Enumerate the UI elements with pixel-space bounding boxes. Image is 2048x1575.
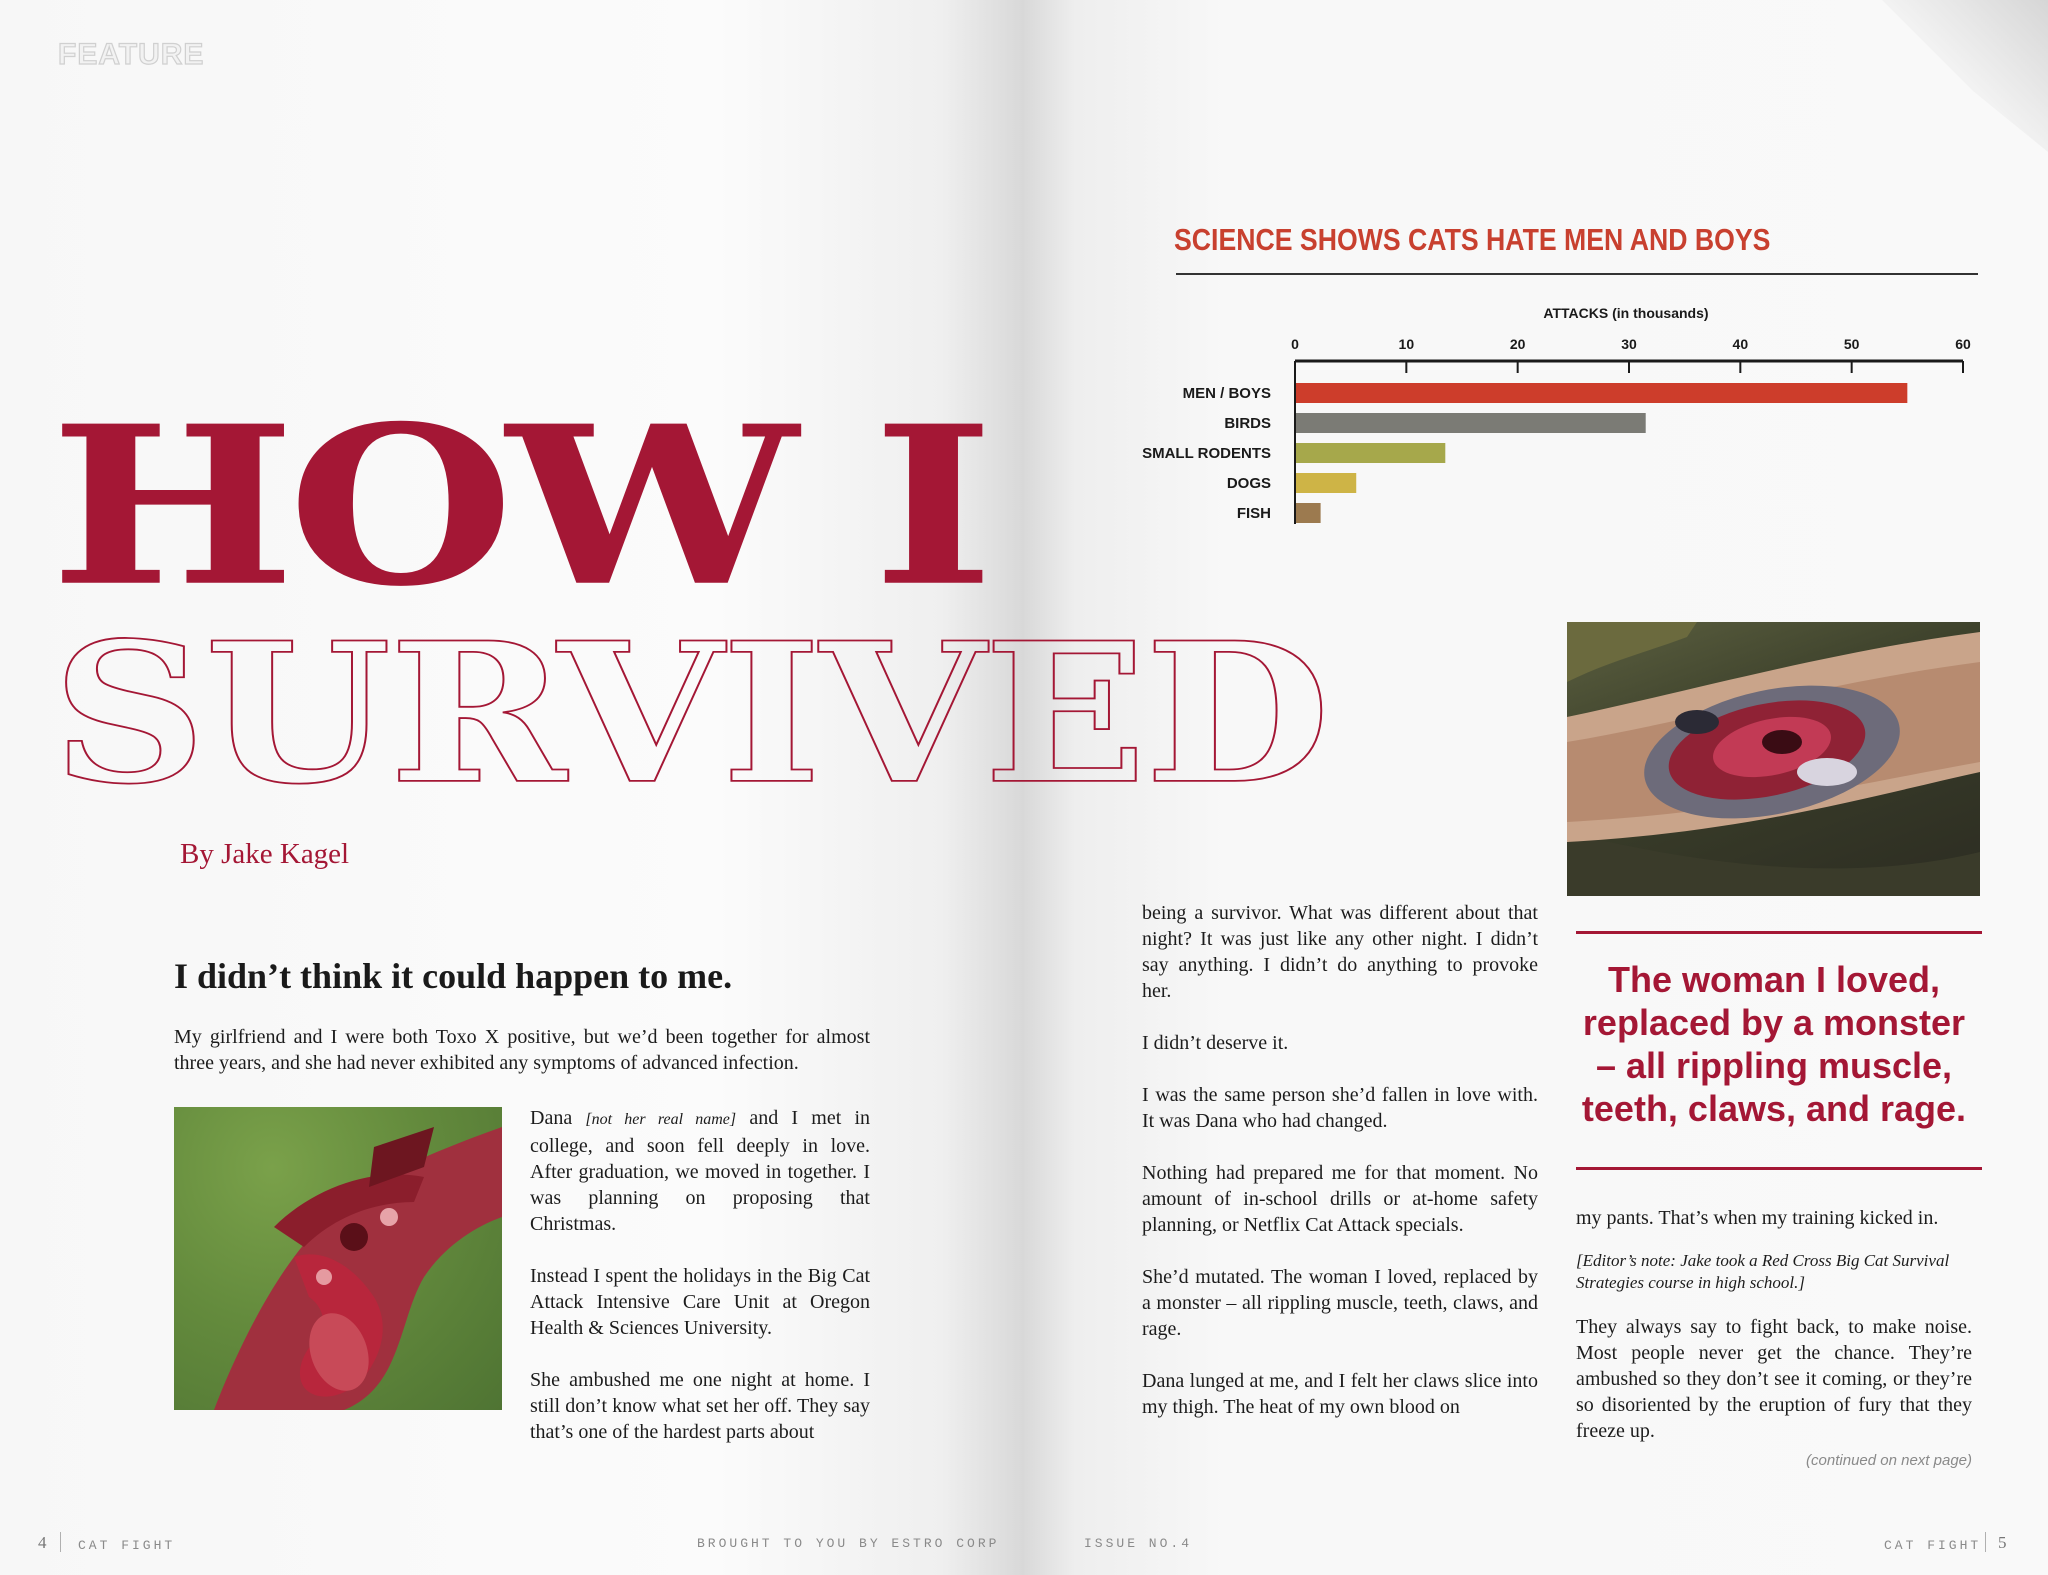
chart-x-axis-label: ATTACKS (in thousands): [1543, 305, 1709, 321]
pull-quote-top-rule: [1576, 931, 1982, 934]
bar-dogs: [1296, 473, 1356, 493]
continued-note: (continued on next page): [1806, 1452, 1972, 1469]
x-tick-label: 0: [1291, 336, 1299, 352]
section-label: FEATURE: [58, 38, 205, 71]
column-paragraph: I was the same person she’d fallen in love with. It was Dana who had changed.: [1142, 1084, 1538, 1132]
clawed-arm-photo: [1567, 622, 1980, 896]
bar-fish: [1296, 503, 1321, 523]
x-tick-label: 10: [1398, 336, 1415, 352]
column-paragraph: Dana lunged at me, and I felt her claws slice into my thigh. The heat of my own blood on: [1142, 1370, 1538, 1418]
pull-quote-bottom-rule: [1576, 1167, 1982, 1170]
bar-birds: [1296, 413, 1646, 433]
x-tick-label: 60: [1955, 336, 1971, 352]
paragraph-rest: and I met in college, and soon fell deeply in love. After graduation, we moved in together. I was planning on proposing that Christmas.: [530, 1107, 871, 1235]
left-footer-magazine: CAT FIGHT: [78, 1538, 176, 1553]
pull-quote: The woman I loved, replaced by a monster – all rippling muscle, teeth, claws, and rage.: [1581, 959, 1967, 1129]
right-footer-magazine: CAT FIGHT: [1884, 1538, 1982, 1553]
column-paragraph: being a survivor. What was different about that night? It was just like any other night. I didn’t say anything. I didn’t do anything to provoke her.: [1142, 902, 1538, 1002]
category-label: DOGS: [1226, 475, 1271, 492]
x-tick-label: 20: [1509, 336, 1526, 352]
headline-line-2: SURVIVED: [52, 600, 1329, 827]
right-page-number: 5: [1998, 1533, 2007, 1552]
category-label: FISH: [1236, 505, 1271, 522]
column-paragraph: [530, 1105, 870, 1237]
column-paragraph: She’d mutated. The woman I loved, replaced by a monster – all rippling muscle, teeth, claws, and rage.: [1142, 1266, 1538, 1340]
bar-small-rodents: [1296, 443, 1445, 463]
category-label: BIRDS: [1224, 415, 1271, 432]
footer-divider: [1985, 1532, 1986, 1552]
column-paragraph: Instead I spent the holidays in the Big Cat Attack Intensive Care Unit at Oregon Health & Sciences University.: [530, 1265, 870, 1339]
footer-sponsor: BROUGHT TO YOU BY ESTRO CORP: [697, 1536, 1000, 1551]
bar-men-boys: [1296, 383, 1907, 403]
right-column-paragraph-1: my pants. That’s when my training kicked in.: [1576, 1207, 1939, 1229]
category-label: MEN / BOYS: [1182, 385, 1271, 402]
column-paragraph: She ambushed me one night at home. I still don’t know what set her off. They say that’s one of the hardest parts about: [530, 1369, 870, 1443]
right-column-paragraph-2: They always say to fight back, to make noise. Most people never get the chance. They’re ambushed so they don’t see it coming, or they’re so disoriented by the eruption of fury that they freeze up.: [1576, 1316, 1972, 1442]
footer-divider: [60, 1532, 61, 1552]
attacks-bar-chart: [1130, 300, 1990, 540]
injured-hand-photo: [174, 1107, 502, 1410]
left-page-column-2: [530, 1105, 870, 1471]
x-tick-label: 30: [1621, 336, 1637, 352]
x-tick-label: 40: [1732, 336, 1749, 352]
column-paragraph: Nothing had prepared me for that moment. No amount of in-school drills or at-home safety planning, or Netflix Cat Attack specials.: [1142, 1162, 1538, 1236]
intro-paragraph: My girlfriend and I were both Toxo X positive, but we’d been together for almost three years, and she had never exhibited any symptoms of advanced infection.: [174, 1026, 870, 1074]
lead-heading: I didn’t think it could happen to me.: [174, 956, 733, 996]
footer-issue: ISSUE NO.4: [1084, 1536, 1193, 1551]
chart-title-rule: [1176, 273, 1978, 275]
paragraph-start: Dana: [530, 1107, 573, 1129]
headline-line-1: HOW I: [50, 378, 987, 635]
right-page-middle-column: [1142, 900, 1538, 1446]
left-page-number: 4: [38, 1533, 47, 1552]
editor-note: [Editor’s note: Jake took a Red Cross Big Cat Survival Strategies course in high school.]: [1576, 1251, 1950, 1292]
byline: By Jake Kagel: [180, 838, 350, 870]
x-tick-label: 50: [1843, 336, 1860, 352]
editorial-aside: [not her real name]: [585, 1111, 737, 1128]
column-paragraph: I didn’t deserve it.: [1142, 1032, 1289, 1054]
category-label: SMALL RODENTS: [1142, 445, 1271, 462]
chart-title: SCIENCE SHOWS CATS HATE MEN AND BOYS: [1174, 222, 1771, 257]
